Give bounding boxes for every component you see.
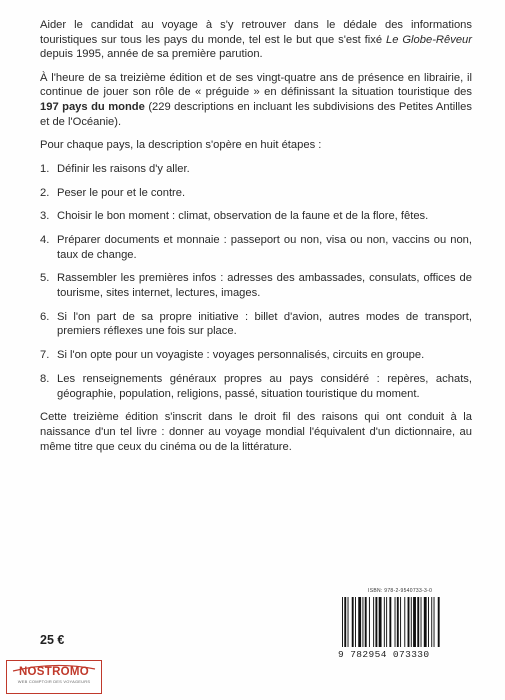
intro1-tail: depuis 1995, année de sa première parution. bbox=[40, 48, 263, 61]
intro2-tail: (229 descriptions en incluant les subdivisions des Petites Antilles et de l'Océanie). bbox=[40, 100, 472, 128]
step-text: Peser le pour et le contre. bbox=[57, 186, 186, 199]
step-number: 2. bbox=[40, 186, 50, 199]
list-item bbox=[40, 233, 472, 262]
intro2-text: À l'heure de sa treizième édition et de ses vingt-quatre ans de présence en librairie, il continue de jouer son rôle de « préguide » en définissant la situation touristique des bbox=[40, 71, 472, 99]
steps-intro: Pour chaque pays, la description s'opère en huit étapes : bbox=[40, 139, 322, 152]
list-item bbox=[40, 271, 472, 300]
step-text: Rassembler les premières infos : adresses des ambassades, consulats, offices de tourisme, sites internet, lectures, images. bbox=[57, 272, 472, 300]
list-item bbox=[40, 162, 472, 177]
list-item bbox=[40, 209, 472, 224]
step-number: 1. bbox=[40, 162, 50, 175]
barcode-number: 9 782954 073330 bbox=[338, 649, 430, 660]
isbn-label: ISBN: 978-2-9540733-3-0 bbox=[368, 588, 433, 594]
barcode-icon bbox=[340, 597, 468, 647]
step-number: 8. bbox=[40, 373, 50, 385]
step-number: 7. bbox=[40, 349, 50, 362]
logo-name: NOSTROMO bbox=[18, 666, 90, 678]
step-text: Choisir le bon moment : climat, observation de la faune et de la flore, fêtes. bbox=[57, 210, 429, 223]
list-item bbox=[40, 372, 472, 401]
price-label: 25 € bbox=[40, 633, 65, 647]
swoosh-icon bbox=[11, 663, 97, 673]
list-item bbox=[40, 348, 472, 363]
list-item bbox=[40, 186, 472, 201]
logo-tagline: WEB COMPTOIR DES VOYAGEURS bbox=[17, 679, 91, 684]
cover-text bbox=[40, 18, 472, 463]
intro-paragraph-2 bbox=[40, 71, 472, 129]
closing-paragraph: Cette treizième édition s'inscrit dans le droit fil des raisons qui ont conduit à la naissance d'un tel livre : donner au voyage mondial l'équivalent d'un dictionnaire, au même titre que ceux du cinéma ou de la littérature. bbox=[40, 411, 472, 453]
intro1-text: Aider le candidat au voyage à s'y retrouver dans le dédale des informations touristiques sur tous les pays du monde, tel est le but que s'est fixé bbox=[40, 19, 472, 46]
list-item bbox=[40, 310, 472, 339]
steps-list bbox=[40, 162, 472, 401]
step-text: Définir les raisons d'y aller. bbox=[57, 162, 190, 175]
step-text: Si l'on opte pour un voyagiste : voyages personnalisés, circuits en groupe. bbox=[57, 349, 425, 362]
step-number: 5. bbox=[40, 272, 50, 285]
step-number: 6. bbox=[40, 310, 50, 323]
intro-paragraph-1 bbox=[40, 18, 472, 62]
nostromo-logo bbox=[6, 660, 102, 694]
intro1-title: Le Globe-Rêveur bbox=[386, 33, 472, 46]
intro2-bold: 197 pays du monde bbox=[40, 100, 145, 113]
step-number: 3. bbox=[40, 210, 50, 223]
step-text: Préparer documents et monnaie : passeport ou non, visa ou non, vaccins ou non, taux de change. bbox=[57, 234, 472, 261]
step-text: Les renseignements généraux propres au pays considéré : repères, achats, géographie, population, religions, passé, situation touristique du moment. bbox=[57, 373, 472, 400]
step-number: 4. bbox=[40, 234, 50, 247]
step-text: Si l'on part de sa propre initiative : billet d'avion, autres modes de transport, premiers réflexes une fois sur place. bbox=[57, 310, 472, 338]
